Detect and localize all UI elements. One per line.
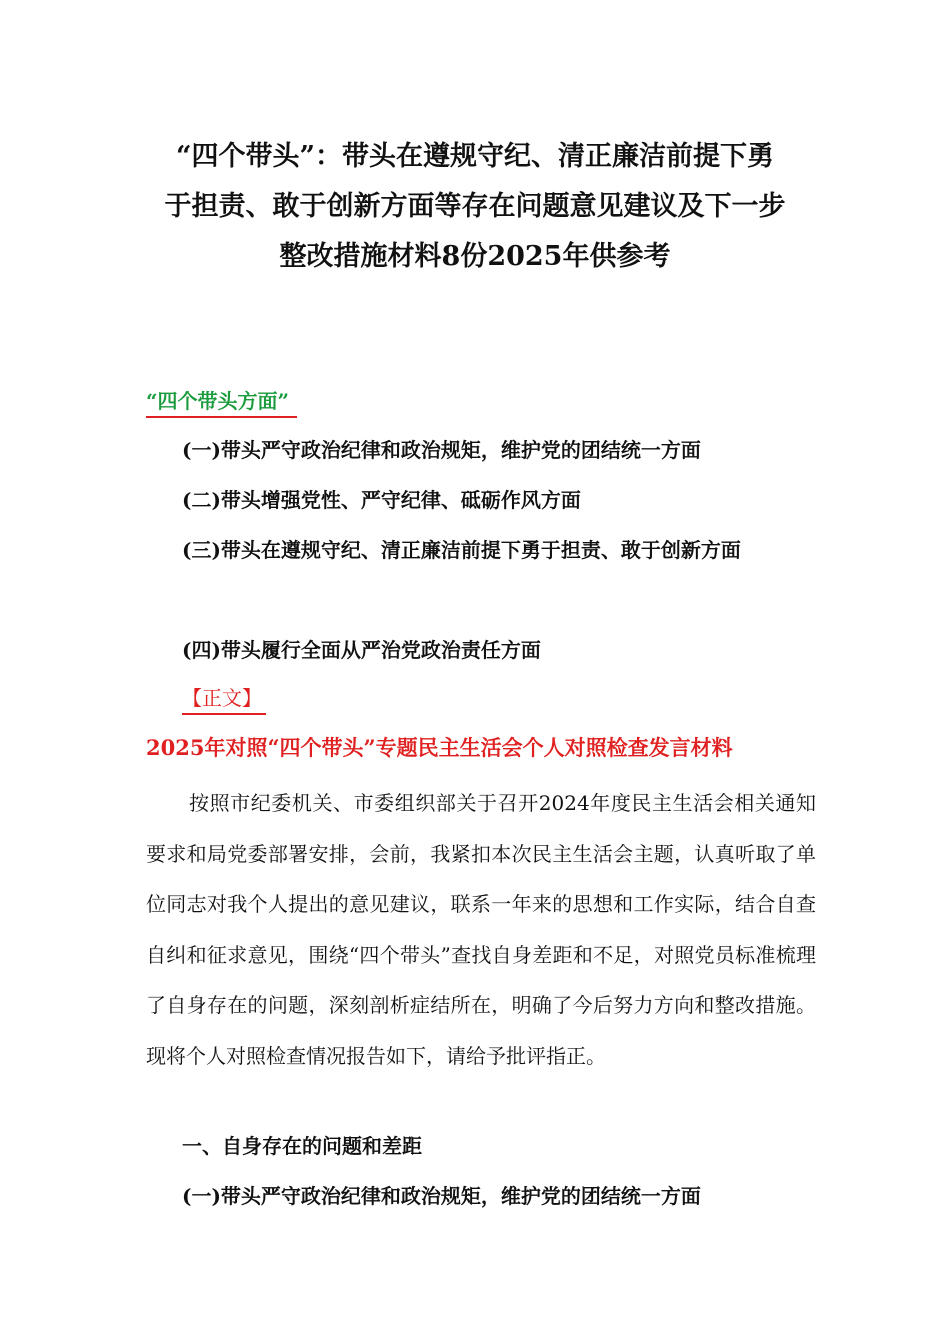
subheading-political-discipline: (一)带头严守政治纪律和政治规矩，维护党的团结统一方面 [182,1184,701,1208]
title-line-3: 整改措施材料8份2025年供参考 [279,241,671,272]
body-tag: 【正文】 [182,683,266,715]
title-line-2: 于担责、敢于创新方面等存在问题意见建议及下一步 [164,191,786,222]
four-lead-item-2: (二)带头增强党性、严守纪律、砥砺作风方面 [182,488,581,512]
four-lead-item-3: (三)带头在遵规守纪、清正廉洁前提下勇于担责、敢于创新方面 [182,538,741,562]
speech-title: 2025年对照“四个带头”专题民主生活会个人对照检查发言材料 [146,735,733,760]
heading-problems: 一、自身存在的问题和差距 [182,1134,422,1158]
four-lead-item-4: (四)带头履行全面从严治党政治责任方面 [182,638,541,662]
four-lead-section-label: “四个带头方面” [146,386,297,418]
title-line-1: “四个带头”：带头在遵规守纪、清正廉洁前提下勇 [175,141,775,172]
four-lead-item-1: (一)带头严守政治纪律和政治规矩，维护党的团结统一方面 [182,438,701,462]
intro-paragraph: 按照市纪委机关、市委组织部关于召开2024年度民主生活会相关通知要求和局党委部署安排，会前，我紧扣本次民主生活会主题，认真听取了单位同志对我个人提出的意见建议，联系一年来的思想和工作实际，结合自查自纠和征求意见，围绕“四个带头”查找自身差距和不足，对照党员标准梳理了自身存在的问题，深刻剖析症结所在，明确了今后努力方向和整改措施。现将个人对照检查情况报告如下，请给予批评指正。 [146,791,816,1068]
document-title [130,132,820,282]
